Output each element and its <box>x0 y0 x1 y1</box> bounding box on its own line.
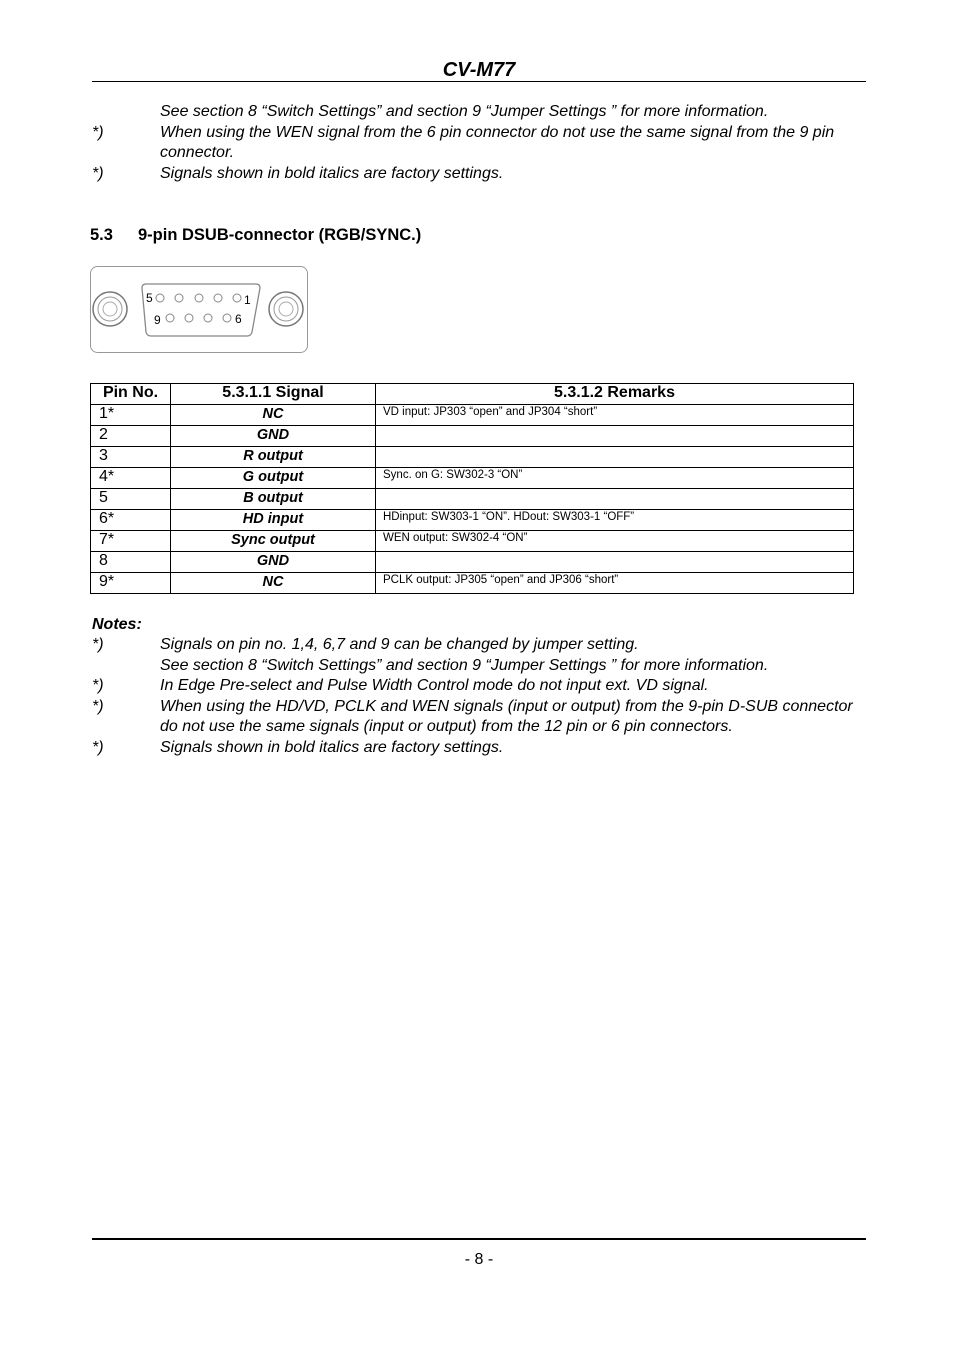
pin-cell: 2 <box>91 426 171 447</box>
note-item <box>92 738 866 759</box>
signal-column-header: 5.3.1.1 Signal <box>171 384 376 405</box>
signal-cell: B output <box>171 489 376 510</box>
table-row <box>91 573 854 594</box>
pin-label-9: 9 <box>154 313 161 327</box>
note-item <box>92 656 866 677</box>
signal-cell: GND <box>171 552 376 573</box>
note-marker: *) <box>92 164 104 182</box>
note-item <box>92 635 866 656</box>
header-rule <box>92 81 866 82</box>
table-row <box>91 405 854 426</box>
remarks-cell: VD input: JP303 “open” and JP304 “short” <box>376 405 854 426</box>
note-item <box>92 164 866 185</box>
table-row <box>91 531 854 552</box>
section-heading <box>90 224 421 246</box>
pin-label-6: 6 <box>235 312 242 326</box>
signal-cell: HD input <box>171 510 376 531</box>
section-title: 9-pin DSUB-connector (RGB/SYNC.) <box>138 226 422 244</box>
pin-cell: 8 <box>91 552 171 573</box>
document-title: CV-M77 <box>442 59 516 81</box>
table-header-row <box>91 384 854 405</box>
signal-cell: NC <box>171 573 376 594</box>
remarks-cell: PCLK output: JP305 “open” and JP306 “short” <box>376 573 854 594</box>
page-number: - 8 - <box>464 1251 494 1268</box>
footer-rule <box>92 1238 866 1240</box>
note-marker: *) <box>92 697 104 715</box>
signal-cell: GND <box>171 426 376 447</box>
notes-list <box>92 635 866 758</box>
remarks-cell: WEN output: SW302-4 “ON” <box>376 531 854 552</box>
signal-cell: Sync output <box>171 531 376 552</box>
remarks-cell <box>376 552 854 573</box>
note-marker: *) <box>92 636 104 653</box>
table-row <box>91 489 854 510</box>
note-text: When using the HD/VD, PCLK and WEN signals (input or output) from the 9-pin D-SUB connector do not use the same signals (input or output) from the 12 pin or 6 pin connectors. <box>160 697 853 735</box>
note-marker: *) <box>92 738 104 756</box>
table-row <box>91 447 854 468</box>
note-marker <box>92 656 160 677</box>
table-row <box>91 468 854 489</box>
dsub-connector-diagram <box>90 266 308 354</box>
note-text: Signals on pin no. 1,4, 6,7 and 9 can be changed by jumper setting. <box>160 636 639 653</box>
table-row <box>91 426 854 447</box>
note-text: See section 8 “Switch Settings” and section 9 “Jumper Settings ” for more information. <box>160 656 769 674</box>
section-number: 5.3 <box>90 226 113 244</box>
note-text: Signals shown in bold italics are factory settings. <box>160 738 504 756</box>
note-item <box>92 676 866 697</box>
pin-label-1: 1 <box>244 293 251 307</box>
note-text: When using the WEN signal from the 6 pin connector do not use the same signal from the 9 pin connector. <box>160 123 835 161</box>
table-row <box>91 510 854 531</box>
note-text: See section 8 “Switch Settings” and section 9 “Jumper Settings ” for more information. <box>160 103 769 120</box>
note-item <box>92 697 866 738</box>
pin-assignment-table <box>90 383 854 594</box>
pin-cell: 1* <box>91 405 171 426</box>
signal-cell: G output <box>171 468 376 489</box>
note-item <box>92 102 866 123</box>
pin-cell: 4* <box>91 468 171 489</box>
signal-cell: R output <box>171 447 376 468</box>
pin-column-header: Pin No. <box>91 384 171 405</box>
signal-cell: NC <box>171 405 376 426</box>
remarks-cell <box>376 447 854 468</box>
remarks-column-header: 5.3.1.2 Remarks <box>376 384 854 405</box>
pin-cell: 6* <box>91 510 171 531</box>
notes-label: Notes: <box>92 616 142 633</box>
note-item <box>92 123 866 164</box>
pin-cell: 5 <box>91 489 171 510</box>
pin-cell: 9* <box>91 573 171 594</box>
top-notes <box>92 102 866 184</box>
pin-label-5: 5 <box>146 291 153 305</box>
remarks-cell <box>376 489 854 510</box>
note-marker <box>92 102 160 123</box>
note-marker: *) <box>92 123 104 141</box>
pin-cell: 7* <box>91 531 171 552</box>
note-text: Signals shown in bold italics are factory settings. <box>160 164 504 182</box>
note-text: In Edge Pre-select and Pulse Width Control mode do not input ext. VD signal. <box>160 677 709 694</box>
remarks-cell <box>376 426 854 447</box>
remarks-cell: Sync. on G: SW302-3 “ON” <box>376 468 854 489</box>
remarks-cell: HDinput: SW303-1 “ON”. HDout: SW303-1 “OFF” <box>376 510 854 531</box>
note-marker: *) <box>92 677 104 694</box>
pin-cell: 3 <box>91 447 171 468</box>
table-row <box>91 552 854 573</box>
